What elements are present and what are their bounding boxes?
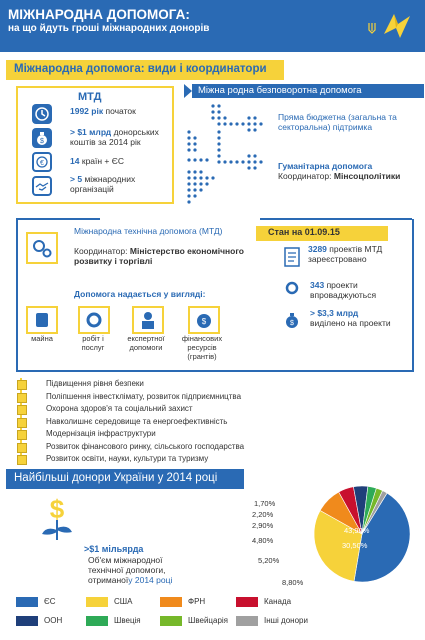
form-services-label: робіт і послуг [81,334,105,352]
form-finance-label: фінансових ресурсів (грантів) [181,334,223,361]
pie-label-6: 2,90% [252,521,274,530]
donors-pie-chart [280,480,420,590]
legend-swatch [160,616,182,626]
dot-arrows-graphic [186,102,276,206]
priority-item: Поліпшення інвестклімату, розвиток підприємництва [46,391,242,401]
tech-coordinator: Координатор: Міністерство економічного розвитку і торгівлі [74,246,244,266]
money-bag-icon [282,310,302,330]
legend-label: ООН [44,616,63,625]
priority-bullet [17,455,27,465]
grant-arrow-icon [184,84,192,98]
grant-title: Міжна родна безповоротна допомога [198,85,362,96]
gear-icon [80,308,108,332]
legend-label: ЄС [44,597,56,606]
priority-bullet [17,418,27,428]
mtd-item-countries: 14 країн + ЄС [70,156,125,166]
stat-registered: 3289 проектів МТД зареєстровано [308,244,383,264]
status-date: Стан на 01.09.15 [268,227,340,237]
page-title: МІЖНАРОДНА ДОПОМОГА: [8,7,190,22]
property-icon [28,308,56,332]
svg-text:$: $ [290,320,294,327]
trident-icon [368,22,376,34]
mtd-item-orgs: > 5 міжнародних організацій [70,174,136,194]
priority-item: Підвищення рівня безпеки [46,379,144,388]
svg-text:€: € [40,160,44,167]
legend-swatch [86,597,108,607]
priority-bullet [17,430,27,440]
clock-icon [32,104,52,124]
priority-item: Розвиток освіти, науки, культури та туризму [46,454,209,463]
expert-icon [134,308,162,332]
mtd-item-funds: > $1 млрд донорських коштів за 2014 рік [70,127,159,147]
gears-icon [28,234,56,262]
legend-swatch [16,597,38,607]
coins-icon [32,152,52,172]
form-property-label: майна [31,334,53,343]
stat-active: 343 проекти впроваджуються [310,280,377,300]
pie-label-1: 43,90% [344,526,370,535]
handshake-icon [32,176,52,196]
grant-coordinator: Координатор: Мінсоцполітики [278,171,401,181]
priority-bullet [17,405,27,415]
legend-swatch [16,616,38,626]
gear-icon [282,278,302,298]
pie-label-8: 1,70% [254,499,276,508]
pie-label-7: 2,20% [252,510,274,519]
form-finance [188,306,220,334]
svg-text:$: $ [40,138,44,145]
tech-box-top-edge-right [260,218,412,220]
tech-box-top-edge [16,218,100,220]
document-icon [282,246,302,268]
grant-budget-support: Пряма бюджетна (загальна та секторальна) підтримка [278,112,397,132]
donors-description: Об'єм міжнародної технічної допомоги, отриманоїу 2014 році [88,555,173,585]
pie-label-2: 30,50% [342,541,368,550]
priority-item: Модернізація інфраструктури [46,429,156,438]
section-title-types: Міжнародна допомога: види і координатори [14,63,267,75]
grant-humanitarian-title: Гуманітарна допомога [278,161,373,171]
priority-bullet [17,393,27,403]
form-services [78,306,110,334]
legend-label: Швейцарія [188,616,228,625]
legend-swatch [86,616,108,626]
pie-label-3: 8,80% [282,578,304,587]
legend-swatch [236,616,258,626]
svg-text:$: $ [201,317,207,326]
finance-icon [190,308,218,332]
pie-label-5: 4,80% [252,536,274,545]
page-subtitle: на що йдуть гроші міжнародних донорів [8,23,210,34]
form-expert [132,306,164,334]
priority-item: Розвиток фінансового ринку, сільського господарства [46,441,245,451]
mtd-title: МТД [78,91,102,103]
dollar-plant-icon [36,494,78,542]
money-bag-icon [32,128,52,148]
legend-label: Інші донори [264,616,308,625]
mtd-item-start: 1992 рік початок [70,106,136,116]
tech-title: Міжнародна технічна допомога (МТД) [74,226,223,236]
priority-bullet [17,380,27,390]
priority-item: Охорона здоров'я та соціальний захист [46,404,193,413]
legend-label: Канада [264,597,292,606]
legend-swatch [236,597,258,607]
legend-label: ФРН [188,597,206,606]
form-property [26,306,58,334]
svg-text:$: $ [49,494,65,524]
legend-label: Швеція [114,616,141,625]
priority-item: Навколишнє середовище та енергоефективність [46,416,228,426]
pie-label-4: 5,20% [258,556,280,565]
ministry-logo-icon [380,8,414,42]
legend-swatch [160,597,182,607]
priority-bullet [17,443,27,453]
stat-allocated: > $3,3 млрд виділено на проекти [310,308,391,328]
donors-total: >$1 мільярда [84,544,144,554]
form-expert-label: експертної допомоги [127,334,165,352]
tech-forms-title: Допомога надається у вигляді: [74,289,206,299]
tech-gear-frame [26,232,58,264]
section-title-donors: Найбільші донори України у 2014 році [14,472,218,484]
legend-label: США [114,597,133,606]
